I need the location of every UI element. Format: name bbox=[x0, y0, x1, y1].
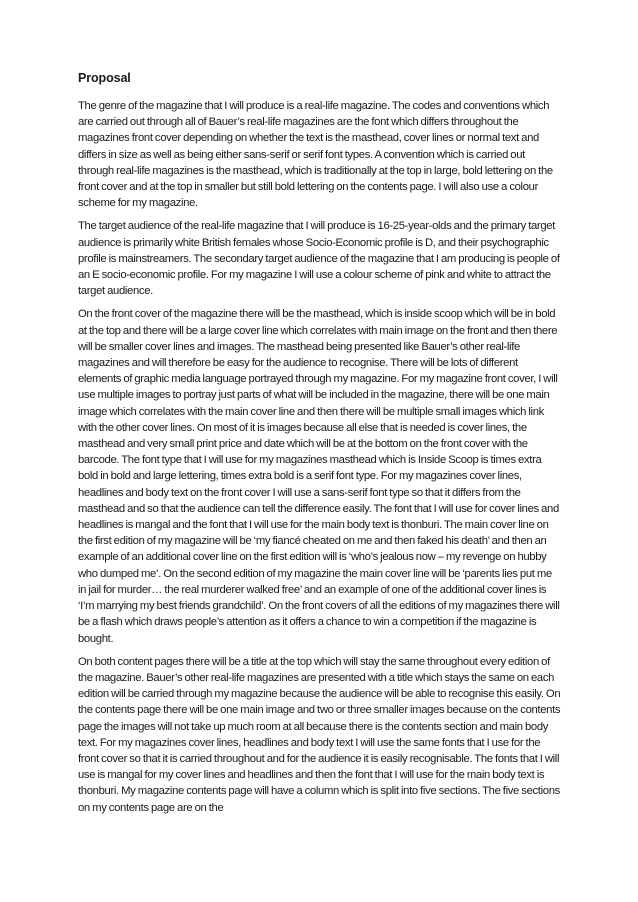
document-page bbox=[78, 70, 562, 823]
paragraph-genre: The genre of the magazine that I will produce is a real-life magazine. The codes and conventions which are carried out through all of Bauer’s real-life magazines are the font which differs throughout the magazines front cover depending on whether the text is the masthead, cover lines or normal text and differs in size as well as being either sans-serif or serif font types. A convention which is carried out through real-life magazines is the masthead, which is traditionally at the top in large, bold lettering on the front cover and at the top in smaller but still bold lettering on the contents page. I will also use a colour scheme for my magazine. bbox=[78, 100, 553, 210]
paragraph-contents-page: On both content pages there will be a title at the top which will stay the same throughout every edition of the magazine. Bauer’s other real-life magazines are presented with a title which stays the same on each edition will be carried through my magazine because the audience will be able to recognise this easily. On the contents page there will be one main image and two or three smaller images because on the contents page the images will not take up much room at all because there is the contents section and main body text. For my magazines cover lines, headlines and body text I will use the same fonts that I use for the front cover so that it is carried throughout and for the audience it is easily recognisable. The fonts that I will use is mangal for my cover lines and headlines and then the font that I will use for the main body text is thonburi. My magazine contents page will have a column which is split into five sections. The five sections on my contents page are on the bbox=[78, 655, 561, 814]
paragraph-target-audience: The target audience of the real-life magazine that I will produce is 16-25-year-olds and the primary target audience is primarily white British females whose Socio-Economic profile is D, and their psychographic profile is mainstreamers. The secondary target audience of the magazine that I am producing is people of an E socio-economic profile. For my magazine I will use a colour scheme of pink and white to attract the target audience. bbox=[78, 220, 560, 298]
paragraph-front-cover: On the front cover of the magazine there will be the masthead, which is inside scoop which will be in bold at the top and there will be a large cover line which correlates with main image on the front and then there will be smaller cover lines and images. The masthead being presented like Bauer’s other real-life magazines and will therefore be easy for the audience to recognise. There will be lots of different elements of graphic media language portrayed through my magazine. For my magazine front cover, I will use multiple images to portray just parts of what will be included in the magazine, there will be one main image which correlates with the main cover line and then there will be multiple small images which link with the other cover lines. On most of it is images because all else that is needed is cover lines, the masthead and very small print price and date which will be at the bottom on the front cover with the barcode. The font type that I will use for my magazines masthead which is Inside Scoop is times extra bold in bold and large lettering, times extra bold is a serif font type. For my magazines cover lines, headlines and body text on the front cover I will use a sans-serif font type so that it differs from the masthead and so that the audience can tell the difference easily. The font that I will use for cover lines and headlines is mangal and the font that I will use for the main body text is thonburi. The main cover line on the first edition of my magazine will be ‘my fiancé cheated on me and then faked his death’ and then an example of an additional cover line on the first edition will is ‘who’s jealous now – my revenge on hubby who dumped me’. On the second edition of my magazine the main cover line will be ‘parents lies put me in jail for murder… the real murderer walked free’ and an example of one of the additional cover lines is ‘I’m marrying my best friends grandchild’. On the front covers of all the editions of my magazines there will be a flash which draws people’s attention as it offers a chance to win a competition if the magazine is bought. bbox=[78, 308, 560, 645]
document-title: Proposal bbox=[78, 71, 131, 85]
